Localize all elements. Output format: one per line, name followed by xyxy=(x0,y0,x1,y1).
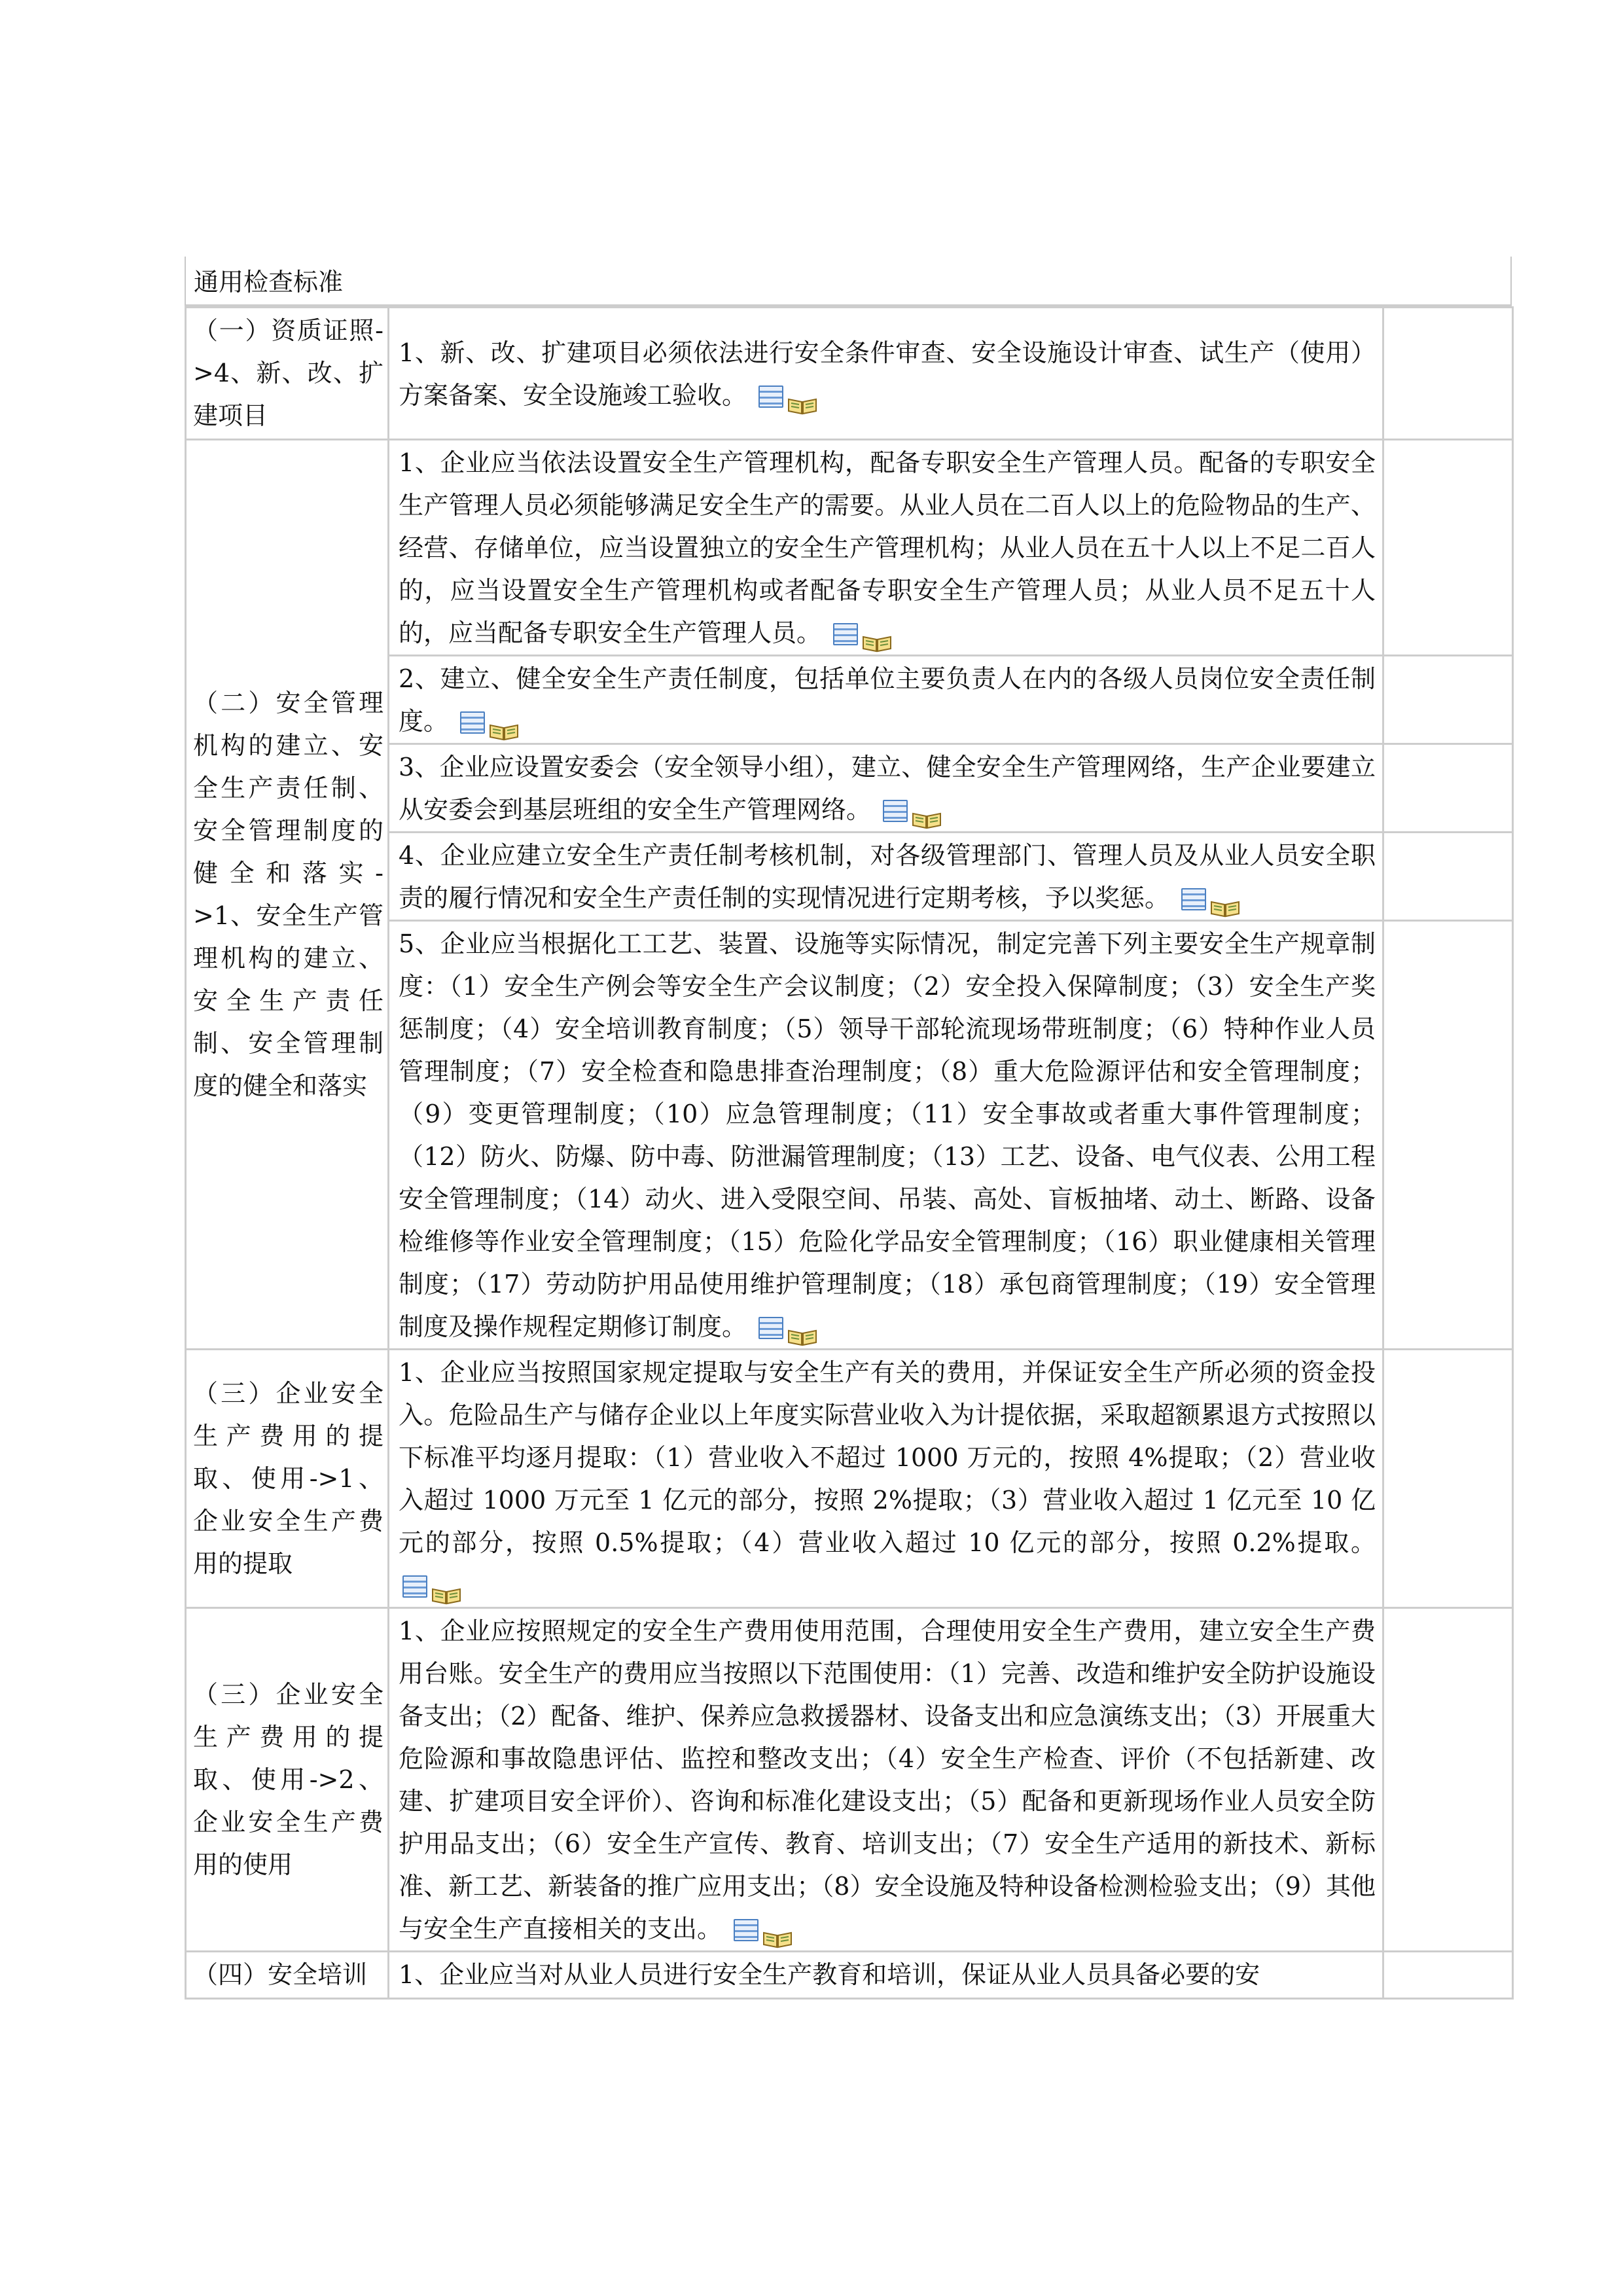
result-cell[interactable] xyxy=(1383,833,1513,921)
requirement-text: 1、新、改、扩建项目必须依法进行安全条件审查、安全设施设计审查、试生产（使用）方案备案、安全设施竣工验收。 xyxy=(399,338,1376,410)
standards-document xyxy=(185,257,1512,2000)
requirement-text: 1、企业应当依法设置安全生产管理机构，配备专职安全生产管理人员。配备的专职安全生产管理人员必须能够满足安全生产的需要。从业人员在二百人以上的危险物品的生产、经营、存储单位，应当设置独立的安全生产管理机构；从业人员在五十人以上不足二百人的，应当设置安全生产管理机构或者配备专职安全生产管理人员；从业人员不足五十人的，应当配备专职安全生产管理人员。 xyxy=(399,448,1376,647)
category-cell: （二）安全管理机构的建立、安全生产责任制、安全管理制度的健全和落实->1、安全生产管理机构的建立、安全生产责任制、安全管理制度的健全和落实 xyxy=(186,440,389,1350)
result-cell[interactable] xyxy=(1383,1608,1513,1952)
table-row xyxy=(186,1952,1513,1999)
table-view-icon[interactable] xyxy=(460,711,485,734)
row-icons xyxy=(734,1919,793,1941)
result-cell[interactable] xyxy=(1383,1952,1513,1999)
standards-table xyxy=(185,306,1514,2000)
requirement-text: 1、企业应按照规定的安全生产费用使用范围，合理使用安全生产费用，建立安全生产费用台账。安全生产的费用应当按照以下范围使用：（1）完善、改造和维护安全防护设施设备支出；（2）配备、维护、保养应急救援器材、设备支出和应急演练支出；（3）开展重大危险源和事故隐患评估、监控和整改支出；（4）安全生产检查、评价（不包括新建、改建、扩建项目安全评价）、咨询和标准化建设支出；（5）配备和更新现场作业人员安全防护用品支出；（6）安全生产宣传、教育、培训支出；（7）安全生产适用的新技术、新标准、新工艺、新装备的推广应用支出；（8）安全设施及特种设备检测检验支出；（9）其他与安全生产直接相关的支出。 xyxy=(399,1617,1376,1943)
row-icons xyxy=(833,623,892,645)
book-icon[interactable] xyxy=(787,386,817,405)
table-view-icon[interactable] xyxy=(883,800,908,822)
result-cell[interactable] xyxy=(1383,1350,1513,1608)
row-icons xyxy=(1181,888,1240,910)
book-icon[interactable] xyxy=(787,1317,817,1336)
table-row xyxy=(186,440,1513,656)
requirement-cell xyxy=(389,1952,1383,1999)
table-row xyxy=(186,1608,1513,1952)
book-icon[interactable] xyxy=(862,623,892,643)
category-cell: （四）安全培训 xyxy=(186,1952,389,1999)
requirement-text: 1、企业应当按照国家规定提取与安全生产有关的费用，并保证安全生产所必须的资金投入。危险品生产与储存企业以上年度实际营业收入为计提依据，采取超额累退方式按照以下标准平均逐月提取：（1）营业收入不超过 1000 万元的，按照 4%提取；（2）营业收入超过 1000 万元至 1 亿元的部分，按照 2%提取；（3）营业收入超过 1 亿元至 10 亿元的部分，按照 0.5%提取；（4）营业收入超过 10 亿元的部分，按照 0.2%提取。 xyxy=(399,1358,1376,1557)
table-view-icon[interactable] xyxy=(402,1575,427,1598)
requirement-text: 2、建立、健全安全生产责任制度，包括单位主要负责人在内的各级人员岗位安全责任制度。 xyxy=(399,664,1376,736)
requirement-text: 4、企业应建立安全生产责任制考核机制，对各级管理部门、管理人员及从业人员安全职责的履行情况和安全生产责任制的实现情况进行定期考核，予以奖惩。 xyxy=(399,841,1376,912)
requirement-text: 5、企业应当根据化工工艺、装置、设施等实际情况，制定完善下列主要安全生产规章制度：（1）安全生产例会等安全生产会议制度；（2）安全投入保障制度；（3）安全生产奖惩制度；（4）安全培训教育制度；（5）领导干部轮流现场带班制度；（6）特种作业人员管理制度；（7）安全检查和隐患排查治理制度；（8）重大危险源评估和安全管理制度；（9）变更管理制度；（10）应急管理制度；（11）安全事故或者重大事件管理制度；（12）防火、防爆、防中毒、防泄漏管理制度；（13）工艺、设备、电气仪表、公用工程安全管理制度；（14）动火、进入受限空间、吊装、高处、盲板抽堵、动土、断路、设备检维修等作业安全管理制度；（15）危险化学品安全管理制度；（16）职业健康相关管理制度；（17）劳动防护用品使用维护管理制度；（18）承包商管理制度；（19）安全管理制度及操作规程定期修订制度。 xyxy=(399,929,1376,1341)
result-cell[interactable] xyxy=(1383,921,1513,1350)
section-header: 通用检查标准 xyxy=(185,257,1512,306)
table-row xyxy=(186,1350,1513,1608)
requirement-cell xyxy=(389,440,1383,656)
result-cell[interactable] xyxy=(1383,440,1513,656)
requirement-cell xyxy=(389,921,1383,1350)
row-icons xyxy=(758,386,817,408)
book-icon[interactable] xyxy=(489,711,519,731)
category-cell: （三）企业安全生产费用的提取、使用->2、企业安全生产费用的使用 xyxy=(186,1608,389,1952)
table-view-icon[interactable] xyxy=(1181,888,1206,910)
table-view-icon[interactable] xyxy=(758,386,783,408)
row-icons xyxy=(460,711,519,734)
result-cell[interactable] xyxy=(1383,656,1513,744)
book-icon[interactable] xyxy=(431,1575,461,1595)
requirement-cell xyxy=(389,1608,1383,1952)
requirement-text: 3、企业应设置安委会（安全领导小组），建立、健全安全生产管理网络，生产企业要建立从安委会到基层班组的安全生产管理网络。 xyxy=(399,753,1376,824)
result-cell[interactable] xyxy=(1383,744,1513,833)
requirement-cell xyxy=(389,833,1383,921)
book-icon[interactable] xyxy=(912,800,942,819)
result-cell[interactable] xyxy=(1383,308,1513,440)
row-icons xyxy=(402,1575,461,1598)
row-icons xyxy=(883,800,942,822)
table-row xyxy=(186,308,1513,440)
category-cell: （一）资质证照->4、新、改、扩建项目 xyxy=(186,308,389,440)
requirement-text: 1、企业应当对从业人员进行安全生产教育和培训，保证从业人员具备必要的安 xyxy=(399,1960,1260,1989)
requirement-cell xyxy=(389,1350,1383,1608)
requirement-cell xyxy=(389,656,1383,744)
requirement-cell xyxy=(389,308,1383,440)
row-icons xyxy=(758,1317,817,1339)
requirement-cell xyxy=(389,744,1383,833)
table-view-icon[interactable] xyxy=(833,623,858,645)
category-cell: （三）企业安全生产费用的提取、使用->1、企业安全生产费用的提取 xyxy=(186,1350,389,1608)
table-view-icon[interactable] xyxy=(758,1317,783,1339)
book-icon[interactable] xyxy=(762,1919,793,1939)
table-view-icon[interactable] xyxy=(734,1919,758,1941)
book-icon[interactable] xyxy=(1210,888,1240,908)
